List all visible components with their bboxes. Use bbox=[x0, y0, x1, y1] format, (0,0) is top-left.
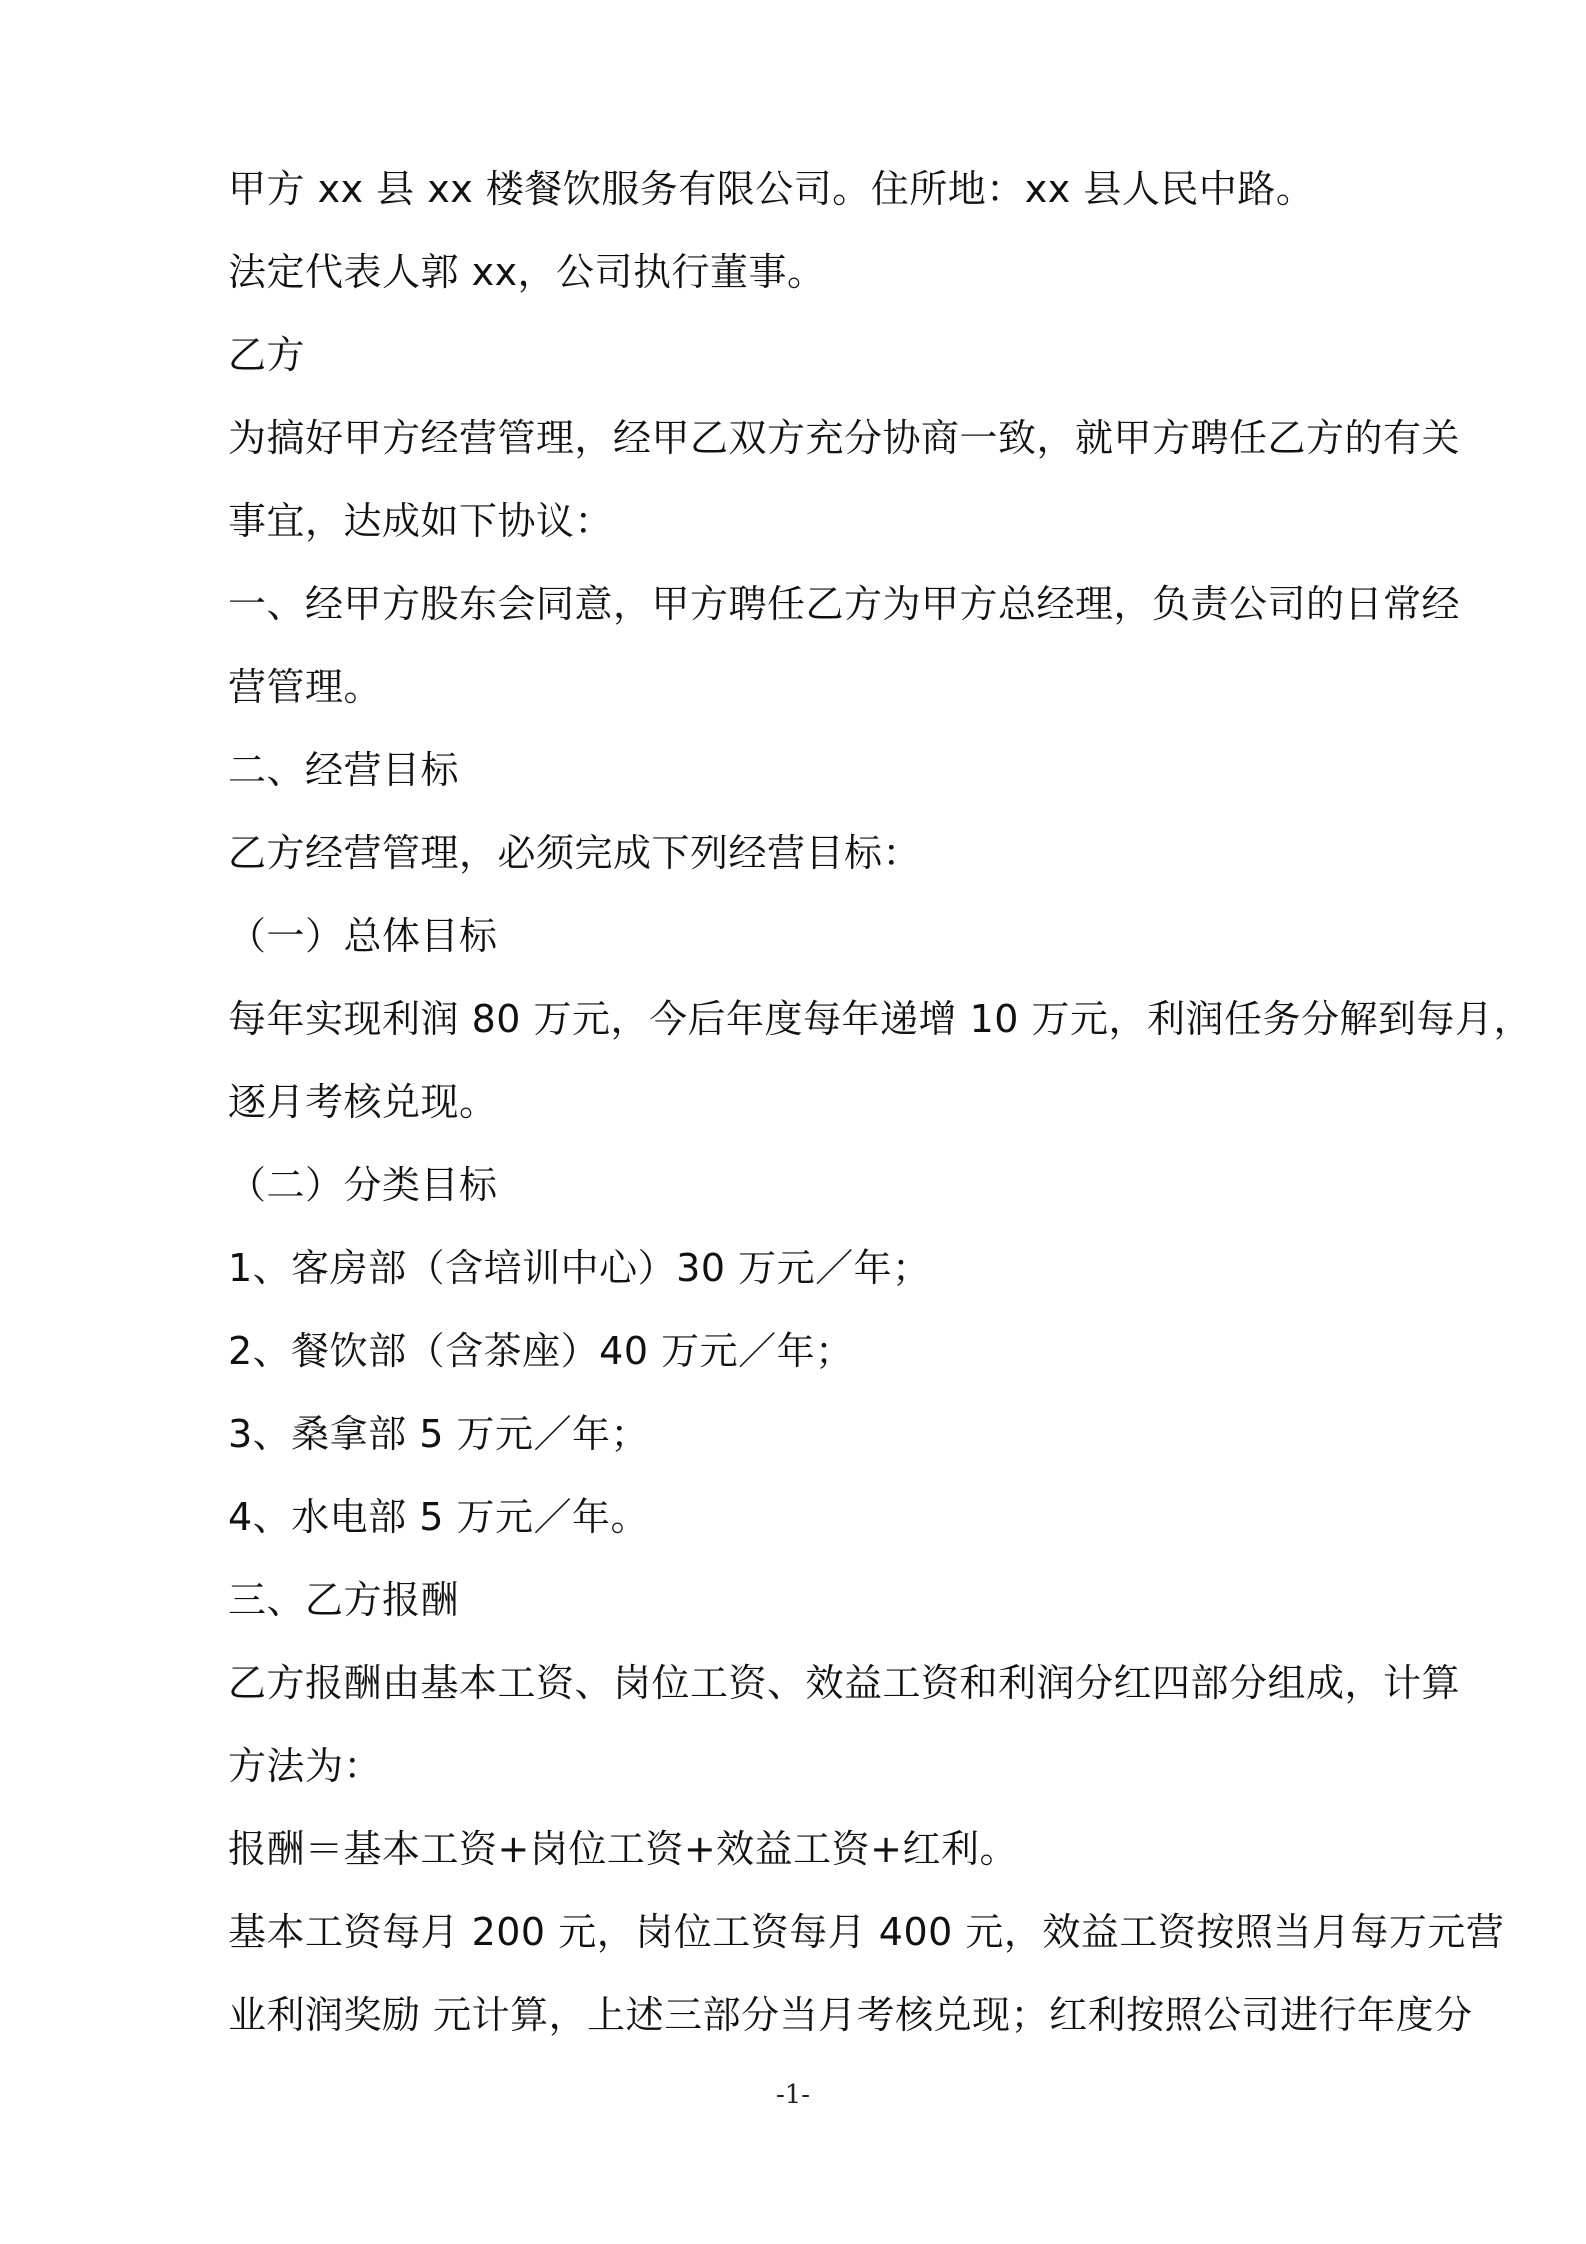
category-item-4: 4、水电部 5 万元／年。 bbox=[228, 1495, 650, 1539]
salary-detail-line-1: 基本工资每月 200 元，岗位工资每月 400 元，效益工资按照当月每万元营 bbox=[228, 1910, 1505, 1954]
section-3-heading: 三、乙方报酬 bbox=[228, 1578, 460, 1622]
section-2-heading: 二、经营目标 bbox=[228, 748, 460, 792]
section-2-intro: 乙方经营管理，必须完成下列经营目标： bbox=[228, 831, 922, 875]
overall-target-line-1: 每年实现利润 80 万元，今后年度每年递增 10 万元，利润任务分解到每月， bbox=[228, 997, 1533, 1041]
party-a-line: 甲方 xx 县 xx 楼餐饮服务有限公司。住所地：xx 县人民中路。 bbox=[228, 167, 1315, 211]
preamble-line-2: 事宜，达成如下协议： bbox=[228, 499, 614, 543]
compensation-line-1: 乙方报酬由基本工资、岗位工资、效益工资和利润分红四部分组成，计算 bbox=[228, 1661, 1461, 1705]
category-item-3: 3、桑拿部 5 万元／年； bbox=[228, 1412, 650, 1456]
salary-detail-line-2: 业利润奖励 元计算，上述三部分当月考核兑现；红利按照公司进行年度分 bbox=[228, 1993, 1473, 2037]
overall-target-heading: （一）总体目标 bbox=[228, 914, 498, 958]
clause-1-line-1: 一、经甲方股东会同意，甲方聘任乙方为甲方总经理，负责公司的日常经 bbox=[228, 582, 1461, 626]
legal-representative-line: 法定代表人郭 xx，公司执行董事。 bbox=[228, 250, 826, 294]
overall-target-line-2: 逐月考核兑现。 bbox=[228, 1080, 498, 1124]
category-target-heading: （二）分类目标 bbox=[228, 1163, 498, 1207]
document-body bbox=[228, 148, 1533, 2057]
compensation-line-2: 方法为： bbox=[228, 1744, 383, 1788]
compensation-formula: 报酬＝基本工资+岗位工资+效益工资+红利。 bbox=[228, 1827, 1019, 1871]
party-b-line: 乙方 bbox=[228, 333, 306, 377]
category-item-2: 2、餐饮部（含茶座）40 万元／年； bbox=[228, 1329, 854, 1373]
clause-1-line-2: 营管理。 bbox=[228, 665, 383, 709]
preamble-line-1: 为搞好甲方经营管理，经甲乙双方充分协商一致，就甲方聘任乙方的有关 bbox=[228, 416, 1461, 460]
page-number: -1- bbox=[775, 2080, 811, 2110]
category-item-1: 1、客房部（含培训中心）30 万元／年； bbox=[228, 1246, 931, 1290]
